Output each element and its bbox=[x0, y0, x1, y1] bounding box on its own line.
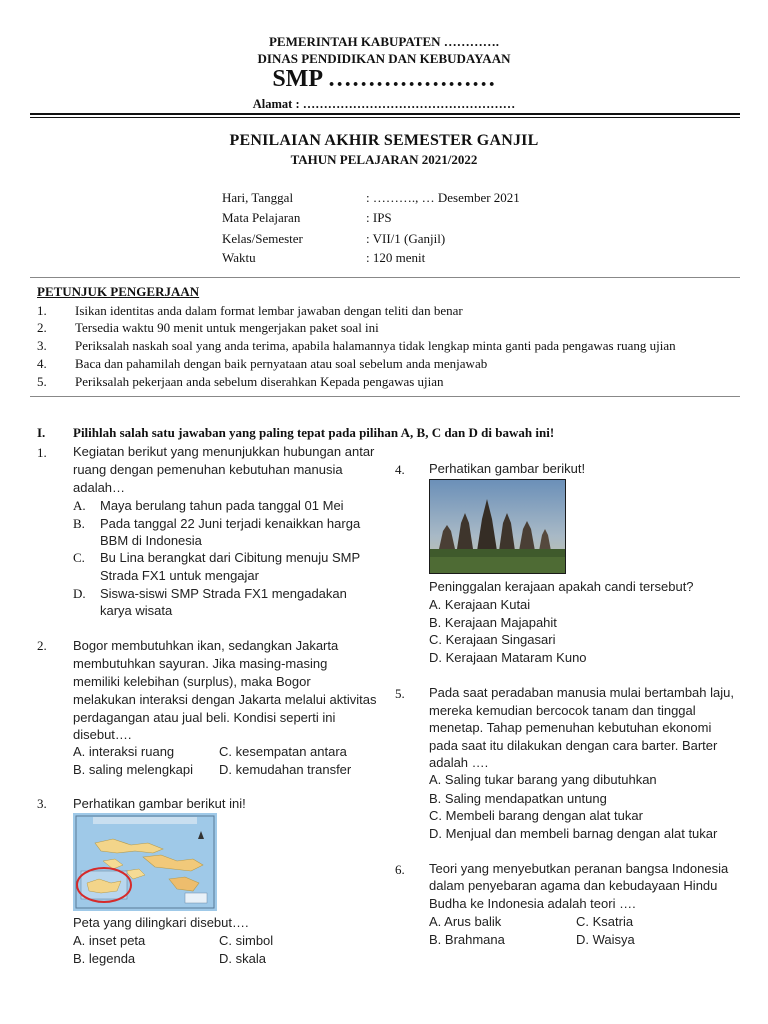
option-text: A. inset peta bbox=[73, 933, 146, 948]
option-text: A. interaksi ruang bbox=[73, 744, 175, 759]
option-text: B. saling melengkapi bbox=[73, 762, 193, 777]
question-1-line: adalah… bbox=[73, 480, 126, 495]
question-1-line: ruang dengan pemenuhan kebutuhan manusia bbox=[73, 462, 343, 477]
instruction-text: Baca dan pahamilah dengan baik pernyataan atau soal sebelum anda menjawab bbox=[75, 356, 488, 371]
question-number: 1. bbox=[37, 445, 47, 460]
option-text: C. Ksatria bbox=[576, 914, 634, 929]
question-1-line: Kegiatan berikut yang menunjukkan hubungan antar bbox=[73, 444, 375, 459]
instruction-num: 2. bbox=[37, 320, 47, 335]
question-5-line: mereka kemudian bercocok tanam dan tinggal bbox=[429, 703, 696, 718]
option-letter: A. bbox=[73, 498, 86, 513]
info-label: Waktu bbox=[222, 250, 256, 265]
temple-photo bbox=[429, 479, 566, 574]
header-school-name: SMP ………………… bbox=[272, 66, 496, 92]
instruction-num: 1. bbox=[37, 303, 47, 318]
exam-title: PENILAIAN AKHIR SEMESTER GANJIL bbox=[229, 132, 539, 149]
info-value: : VII/1 (Ganjil) bbox=[366, 231, 446, 246]
info-value: : IPS bbox=[366, 210, 392, 225]
question-5-line: pada saat itu dilakukan dengan cara barter. Barter bbox=[429, 738, 718, 753]
instruction-num: 4. bbox=[37, 356, 47, 371]
divider bbox=[30, 277, 740, 278]
info-label: Hari, Tanggal bbox=[222, 190, 294, 205]
instruction-text: Tersedia waktu 90 menit untuk mengerjakan paket soal ini bbox=[75, 320, 379, 335]
option-letter: D. bbox=[73, 586, 86, 601]
option-text: D. skala bbox=[219, 951, 266, 966]
option-text: A. Arus balik bbox=[429, 914, 502, 929]
option-letter: B. bbox=[73, 516, 85, 531]
part-number: I. bbox=[37, 425, 46, 440]
question-6-line: Budha ke Indonesia adalah teori …. bbox=[429, 896, 636, 911]
question-5-line: Pada saat peradaban manusia mulai bertambah laju, bbox=[429, 685, 734, 700]
question-6-line: dalam penyebaran agama dan kebudayaan Hindu bbox=[429, 878, 718, 893]
option-text: A. Kerajaan Kutai bbox=[429, 597, 531, 612]
option-text: A. Saling tukar barang yang dibutuhkan bbox=[429, 772, 657, 787]
option-text: BBM di Indonesia bbox=[100, 533, 202, 548]
question-4-prompt: Perhatikan gambar berikut! bbox=[429, 461, 586, 476]
option-text: C. Kerajaan Singasari bbox=[429, 632, 556, 647]
option-text: D. Menjual dan membeli barnag dengan alat tukar bbox=[429, 826, 718, 841]
exam-year: TAHUN PELAJARAN 2021/2022 bbox=[290, 152, 478, 167]
option-text: karya wisata bbox=[100, 603, 173, 618]
question-3-question: Peta yang dilingkari disebut…. bbox=[73, 915, 249, 930]
question-6-line: Teori yang menyebutkan peranan bangsa Indonesia bbox=[429, 861, 729, 876]
map-image bbox=[73, 813, 217, 911]
header-rule-thick bbox=[30, 113, 740, 115]
option-text: Maya berulang tahun pada tanggal 01 Mei bbox=[100, 498, 344, 513]
temple-illustration bbox=[429, 479, 566, 574]
instruction-text: Periksalah pekerjaan anda sebelum diserahkan Kepada pengawas ujian bbox=[75, 374, 444, 389]
option-text: C. Membeli barang dengan alat tukar bbox=[429, 808, 643, 823]
question-number: 6. bbox=[395, 862, 405, 877]
map-illustration bbox=[73, 813, 217, 911]
instructions-title: PETUNJUK PENGERJAAN bbox=[37, 284, 200, 299]
question-number: 3. bbox=[37, 796, 47, 811]
question-4-question: Peninggalan kerajaan apakah candi tersebut? bbox=[429, 579, 694, 594]
option-text: Bu Lina berangkat dari Cibitung menuju SMP bbox=[100, 550, 361, 565]
option-letter: C. bbox=[73, 550, 85, 565]
divider bbox=[30, 396, 740, 397]
question-2-line: memiliki kelebihan (surplus), maka Bogor bbox=[73, 674, 311, 689]
header-address: Alamat : …………………………………………… bbox=[252, 97, 516, 111]
question-2-line: perdagangan atau jual beli. Kondisi seperti ini bbox=[73, 710, 336, 725]
info-label: Kelas/Semester bbox=[222, 231, 303, 246]
question-number: 2. bbox=[37, 638, 47, 653]
question-number: 5. bbox=[395, 686, 405, 701]
option-text: B. Saling mendapatkan untung bbox=[429, 791, 607, 806]
instruction-text: Isikan identitas anda dalam format lembar jawaban dengan teliti dan benar bbox=[75, 303, 463, 318]
instruction-text: Periksalah naskah soal yang anda terima, apabila halamannya tidak lengkap minta ganti pada pengawas ruang ujian bbox=[75, 338, 676, 353]
option-text: Pada tanggal 22 Juni terjadi kenaikkan harga bbox=[100, 516, 361, 531]
question-number: 4. bbox=[395, 462, 405, 477]
question-2-line: Bogor membutuhkan ikan, sedangkan Jakarta bbox=[73, 638, 339, 653]
info-value: : 120 menit bbox=[366, 250, 426, 265]
option-text: C. kesempatan antara bbox=[219, 744, 347, 759]
info-value: : ………., … Desember 2021 bbox=[366, 190, 520, 205]
question-3-prompt: Perhatikan gambar berikut ini! bbox=[73, 796, 246, 811]
option-text: Siswa-siswi SMP Strada FX1 mengadakan bbox=[100, 586, 347, 601]
option-text: C. simbol bbox=[219, 933, 274, 948]
option-text: D. kemudahan transfer bbox=[219, 762, 352, 777]
option-text: D. Waisya bbox=[576, 932, 635, 947]
question-5-line: adalah …. bbox=[429, 755, 489, 770]
question-2-line: disebut…. bbox=[73, 727, 132, 742]
question-2-line: membutuhkan sayuran. Jika masing-masing bbox=[73, 656, 328, 671]
header-department: DINAS PENDIDIKAN DAN KEBUDAYAAN bbox=[257, 51, 511, 66]
option-text: Strada FX1 untuk mengajar bbox=[100, 568, 259, 583]
option-text: B. Kerajaan Majapahit bbox=[429, 615, 557, 630]
question-5-line: menetap. Tahap pemenuhan kebutuhan ekonomi bbox=[429, 720, 712, 735]
part-heading: Pilihlah salah satu jawaban yang paling tepat pada pilihan A, B, C dan D di bawah ini! bbox=[73, 425, 555, 440]
option-text: B. Brahmana bbox=[429, 932, 505, 947]
option-text: D. Kerajaan Mataram Kuno bbox=[429, 650, 587, 665]
instruction-num: 3. bbox=[37, 338, 47, 353]
question-2-line: melakukan interaksi dengan Jakarta melalui aktivitas bbox=[73, 692, 377, 707]
instruction-num: 5. bbox=[37, 374, 47, 389]
info-label: Mata Pelajaran bbox=[222, 210, 301, 225]
option-text: B. legenda bbox=[73, 951, 136, 966]
header-rule-thin bbox=[30, 117, 740, 118]
header-government: PEMERINTAH KABUPATEN …………. bbox=[268, 34, 500, 49]
